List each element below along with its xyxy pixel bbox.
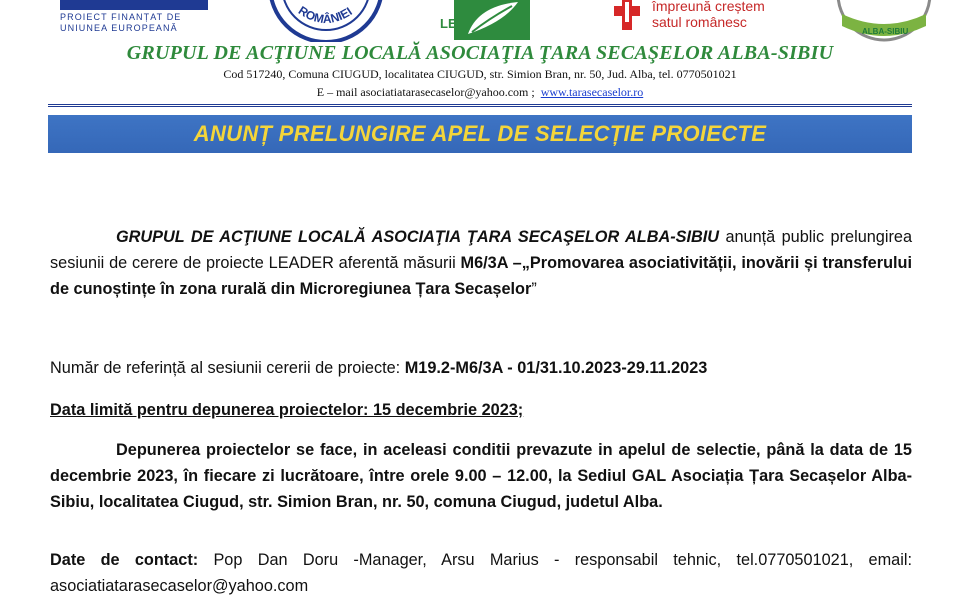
rural-program-logo — [612, 0, 812, 40]
eu-text-line2: UNIUNEA EUROPEANĂ — [60, 23, 178, 33]
reference-label: Număr de referință al sesiunii cererii de proiecte: — [50, 359, 405, 377]
intro-text: anunță public prelungirea sesiunii de cerere de proiecte LEADER aferentă măsurii — [50, 228, 913, 272]
reference-number-line — [50, 355, 912, 381]
eu-flag-icon — [60, 0, 208, 10]
rural-tagline-line1: împreună creștem — [652, 0, 765, 14]
submission-text: Depunerea proiectelor se face, in aceleasi conditii prevazute in apelul de selectie, până la data de 15 decembrie 2023, în fiecare zi lucrătoare, între orele 9.00 – 12.00, la Sediul GAL Asociația Țara Secașelor Alba-Sibiu, localitatea Ciugud, str. Simion Bran, nr. 50, comuna Ciugud, judetul Alba. — [50, 441, 912, 511]
logo-strip — [0, 0, 960, 44]
eu-logo — [60, 0, 208, 36]
rural-cross-icon — [612, 0, 642, 36]
header-divider — [48, 104, 912, 107]
announcement-intro-paragraph — [50, 224, 912, 302]
deadline-line — [50, 397, 912, 423]
contact-text: Pop Dan Doru -Manager, Arsu Marius - responsabil tehnic, tel.0770501021, email: asociatiatarasecaselor@yahoo.com — [50, 551, 912, 595]
organization-website-link[interactable]: www.tarasecaselor.ro — [540, 85, 644, 99]
contact-paragraph — [50, 547, 912, 599]
organization-name: GRUPUL DE ACŢIUNE LOCALĂ ASOCIAŢIA ŢARA SECAŞELOR ALBA-SIBIU — [126, 42, 834, 64]
gal-logo-text: ALBA-SIBIU — [862, 27, 909, 36]
gal-logo — [822, 0, 946, 42]
leader-leaf-icon — [438, 0, 530, 40]
reference-value: M19.2-M6/3A - 01/31.10.2023-29.11.2023 — [404, 359, 708, 377]
intro-close-quote: ” — [531, 280, 537, 298]
organization-address: Cod 517240, Comuna CIUGUD, localitatea CIUGUD, str. Simion Bran, nr. 50, Jud. Alba, tel. 0770501021 — [223, 67, 737, 81]
romania-seal-logo — [268, 0, 384, 42]
announcement-banner — [48, 115, 912, 153]
contact-label: Date de contact: — [50, 551, 199, 569]
announcement-title: ANUNȚ PRELUNGIRE APEL DE SELECȚIE PROIECTE — [193, 121, 767, 146]
eu-text-line1: PROIECT FINANȚAT DE — [60, 12, 182, 22]
deadline-text: Data limită pentru depunerea proiectelor: 15 decembrie 2023; — [50, 401, 524, 419]
organization-email: E – mail asociatiatarasecaselor@yahoo.com ; — [316, 85, 535, 99]
gal-badge-icon — [822, 0, 946, 42]
submission-paragraph — [50, 437, 912, 515]
intro-organization-name: GRUPUL DE ACŢIUNE LOCALĂ ASOCIAŢIA ŢARA SECAŞELOR ALBA-SIBIU — [116, 228, 720, 246]
organization-contact — [0, 85, 960, 100]
romania-seal-icon — [268, 0, 384, 42]
rural-tagline-line2: satul românesc — [652, 14, 747, 30]
romania-seal-text: ROMÂNIEI — [295, 3, 355, 27]
leader-text: LE — [440, 16, 457, 31]
leader-logo — [438, 0, 530, 40]
intro-measure: M6/3A –„Promovarea asociativității, inovării și transferului de cunoștințe în zona rurală din Microregiunea Țara Secașelor — [50, 254, 913, 298]
